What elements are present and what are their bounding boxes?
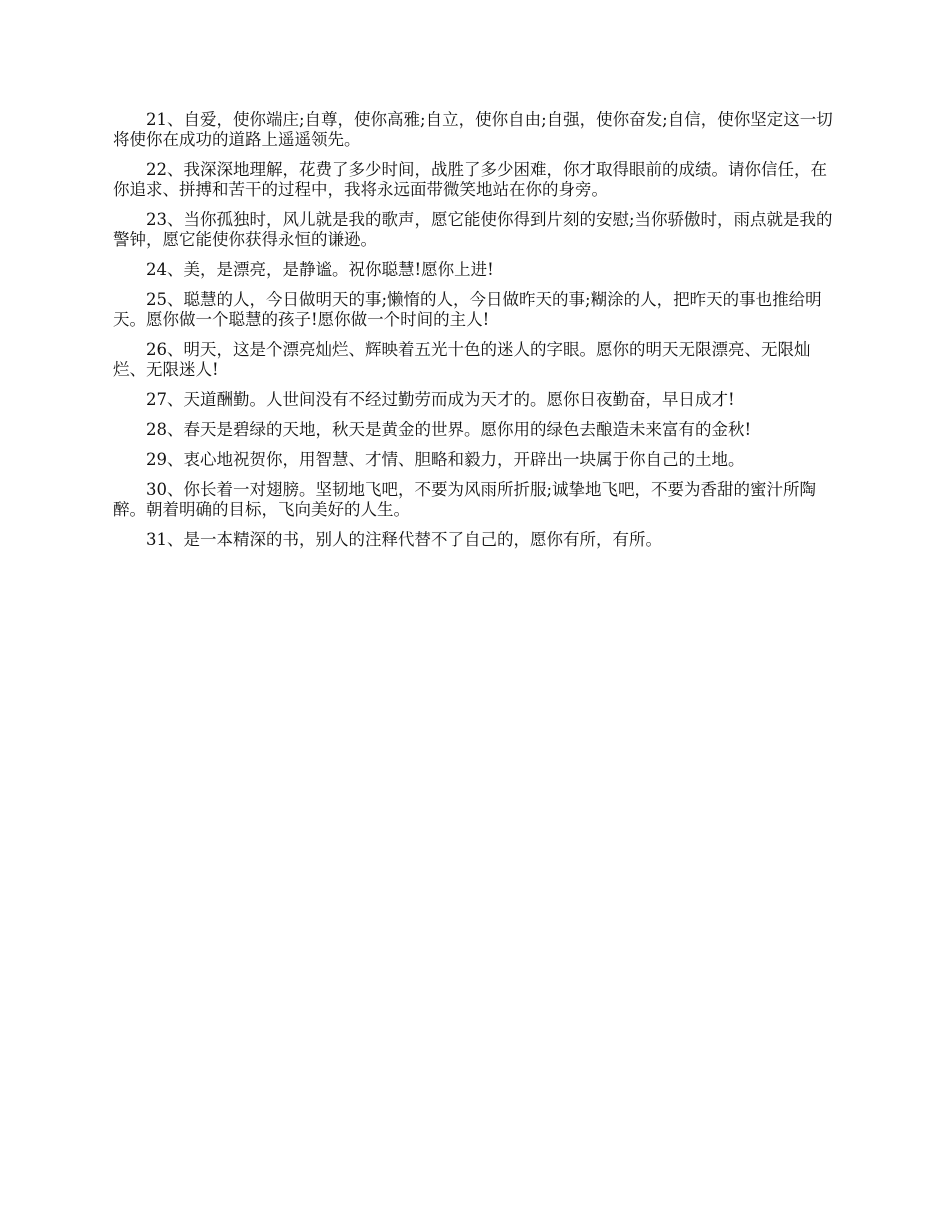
paragraph-21: 21、自爱，使你端庄;自尊，使你高雅;自立，使你自由;自强，使你奋发;自信，使你坚定这一切将使你在成功的道路上遥遥领先。: [113, 110, 833, 149]
paragraph-22: 22、我深深地理解，花费了多少时间，战胜了多少困难，你才取得眼前的成绩。请你信任，在你追求、拼搏和苦干的过程中，我将永远面带微笑地站在你的身旁。: [113, 160, 827, 199]
paragraph-23: 23、当你孤独时，风儿就是我的歌声，愿它能使你得到片刻的安慰;当你骄傲时，雨点就是我的警钟，愿它能使你获得永恒的谦逊。: [113, 210, 833, 249]
paragraph-24: 24、美，是漂亮，是静谧。祝你聪慧!愿你上进!: [146, 260, 494, 279]
paragraph-31: 31、是一本精深的书，别人的注释代替不了自己的，愿你有所，有所。: [146, 530, 662, 549]
paragraph-25: 25、聪慧的人，今日做明天的事;懒惰的人，今日做昨天的事;糊涂的人，把昨天的事也推给明天。愿你做一个聪慧的孩子!愿你做一个时间的主人!: [113, 290, 822, 329]
paragraph-29: 29、衷心地祝贺你，用智慧、才情、胆略和毅力，开辟出一块属于你自己的土地。: [146, 450, 745, 469]
paragraph-30: 30、你长着一对翅膀。坚韧地飞吧，不要为风雨所折服;诚挚地飞吧，不要为香甜的蜜汁所陶醉。朝着明确的目标，飞向美好的人生。: [113, 480, 817, 519]
paragraph-26: 26、明天，这是个漂亮灿烂、辉映着五光十色的迷人的字眼。愿你的明天无限漂亮、无限灿烂、无限迷人!: [113, 340, 811, 379]
paragraph-27: 27、天道酬勤。人世间没有不经过勤劳而成为天才的。愿你日夜勤奋，早日成才!: [146, 390, 735, 409]
paragraph-28: 28、春天是碧绿的天地，秋天是黄金的世界。愿你用的绿色去酿造未来富有的金秋!: [146, 420, 752, 439]
document-body: [113, 110, 835, 560]
